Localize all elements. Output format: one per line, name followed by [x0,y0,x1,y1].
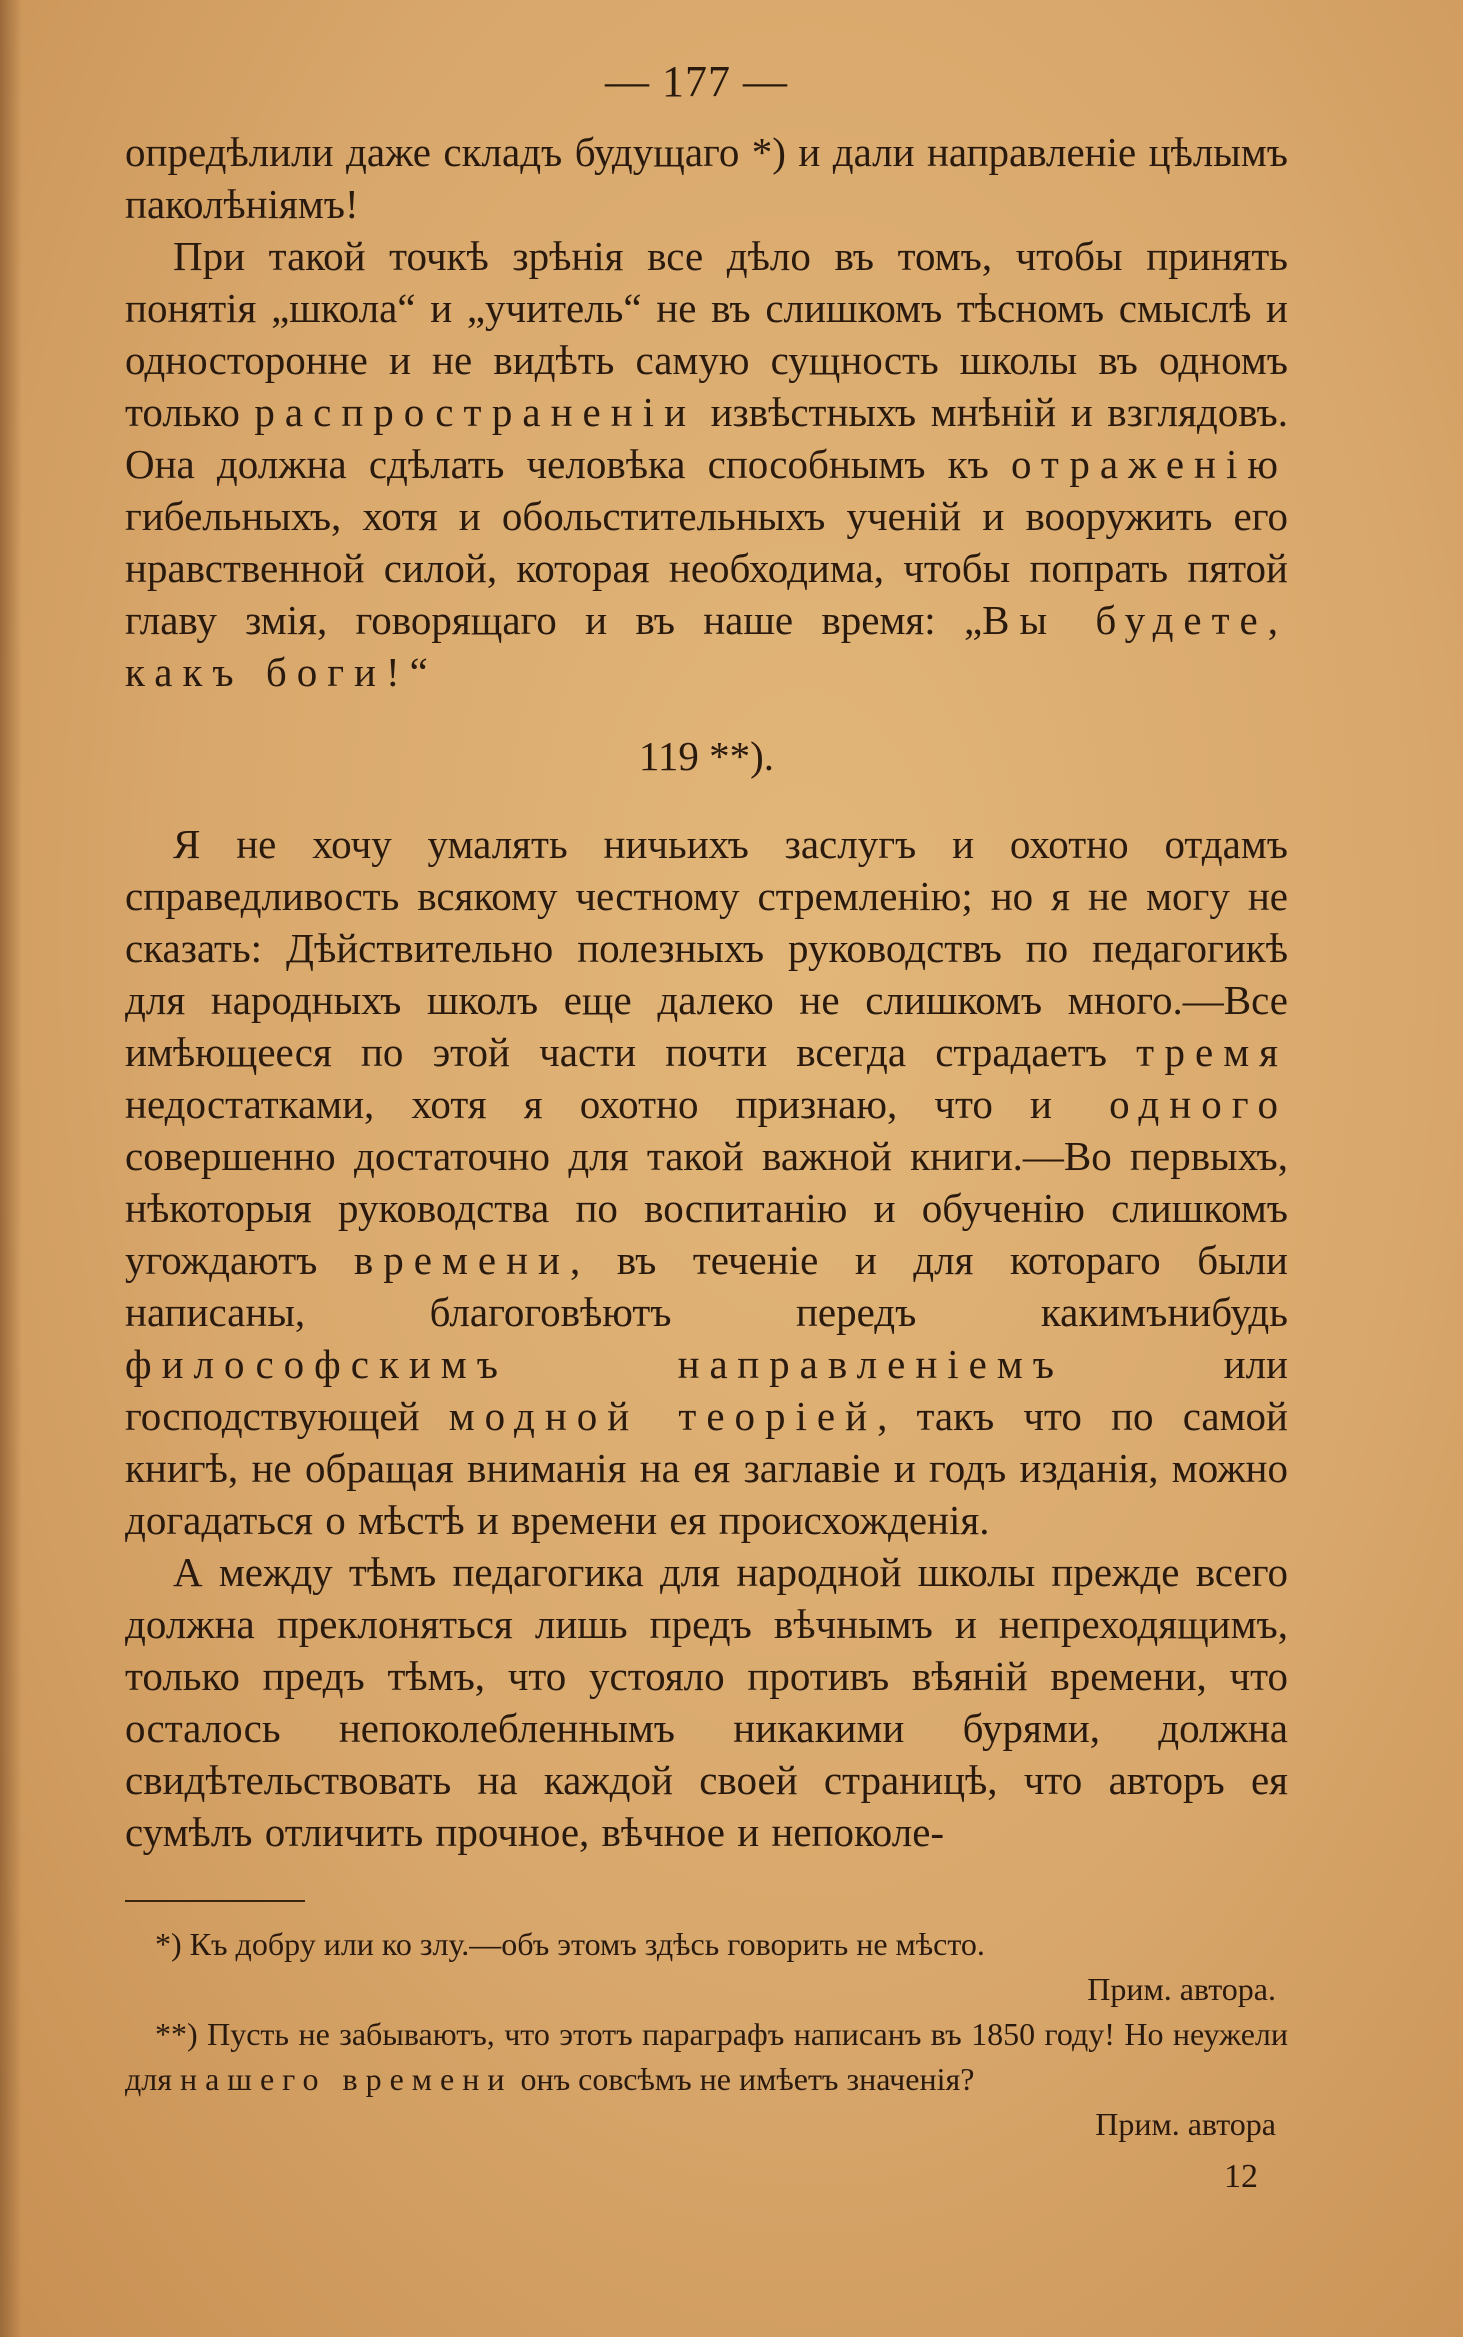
paragraph-text: А между тѣмъ педагогика для народной школы прежде всего должна преклоняться лишь предъ вѣчнымъ и непреходящимъ, только предъ тѣмъ, что устояло противъ вѣяній времени, что осталось непоколебленнымъ никакими бурями, должна свидѣтельствовать на каждой своей страницѣ, что авторъ ея сумѣлъ отличить прочное, вѣчное и непоколе- [125,1549,1288,1855]
paragraph-text: опредѣлили даже складъ будущаго *) и дали направленіе цѣлымъ паколѣніямъ! [125,129,1288,227]
spaced-text-run: и одного [1030,1081,1289,1127]
paragraph-pedagogy [125,1546,1288,1858]
spaced-text-run: Вы будете, какъ боги! [125,597,1288,695]
paragraph-textbooks [125,818,1288,1546]
text-run: недостатками, хотя я охотно признаю, что [125,1081,1030,1127]
page-number-header: — 177 — [605,57,788,106]
footnote-1-attribution: Прим. автора. [1087,1971,1276,2007]
text-run: совершенно достаточно для такой важной книги.—Во первыхъ, нѣкоторыя руководства по воспитанію и обученію слишкомъ угождаютъ [125,1133,1288,1283]
text-run: или господствующей [125,1341,1288,1439]
text-run: Я не хочу умалять ничьихъ заслугъ и охотно отдамъ справедливость всякому честному стремленію; но я не могу не сказать: Дѣйствительно полезныхъ руководствъ по педагогикѣ для народныхъ школъ еще далеко не слишкомъ много.—Все имѣющееся по этой части почти всегда страдаетъ [125,821,1288,1075]
text-run: , такъ что по самой книгѣ, не обращая вниманія на ея заглавіе и годъ изданія, можно догадаться о мѣстѣ и времени ея происхожденія. [125,1393,1288,1543]
text-run: гибельныхъ, хотя и обольстительныхъ ученій и вооружить его нравственной силой, которая необходима, чтобы попрать пятой главу змія, говорящаго и въ наше время: „ [125,493,1288,643]
text-run: При такой точкѣ зрѣнія все дѣло въ томъ, чтобы принять понятія „школа“ и „учитель“ не въ слишкомъ тѣсномъ смыслѣ и односторонне и не видѣть самую сущность школы въ одномъ только [125,233,1288,435]
spaced-text-run: модной теоріей [448,1393,878,1439]
spaced-text-run: нашего времени [179,2061,513,2097]
footnote-2 [125,2012,1288,2102]
text-run: извѣстныхъ мнѣній и взглядовъ. Она должна сдѣлать человѣка способнымъ къ [125,389,1288,487]
footnote-text: онъ совсѣмъ не имѣетъ значенія? [512,2061,975,2097]
spaced-text-run: времени [353,1237,570,1283]
spaced-text-run: распространеніи [254,389,697,435]
footnote-text: *) Къ добру или ко злу.—объ этомъ здѣсь говорить не мѣсто. [155,1926,985,1962]
spaced-text-run: отраженію [1010,441,1288,487]
paragraph-school-concept [125,230,1288,698]
text-run: “ [409,649,428,695]
section-number: 119 **). [638,733,775,779]
footnote-text: **) Пусть не забываютъ, что этотъ параграфъ написанъ въ 1850 году! Но неужели для [125,2016,1288,2097]
text-run: , въ теченіе и для котораго были написаны, благоговѣютъ передъ какимънибудь [125,1237,1289,1335]
spaced-text-run: тремя [1136,1029,1288,1075]
signature-mark: 12 [1224,2158,1258,2195]
footnote-1 [125,1922,1288,1967]
footnote-divider [125,1900,305,1902]
paragraph-continued [125,126,1288,230]
footnote-2-attribution: Прим. автора [1095,2106,1276,2142]
spaced-text-run: философскимъ направленіемъ [125,1341,1064,1387]
